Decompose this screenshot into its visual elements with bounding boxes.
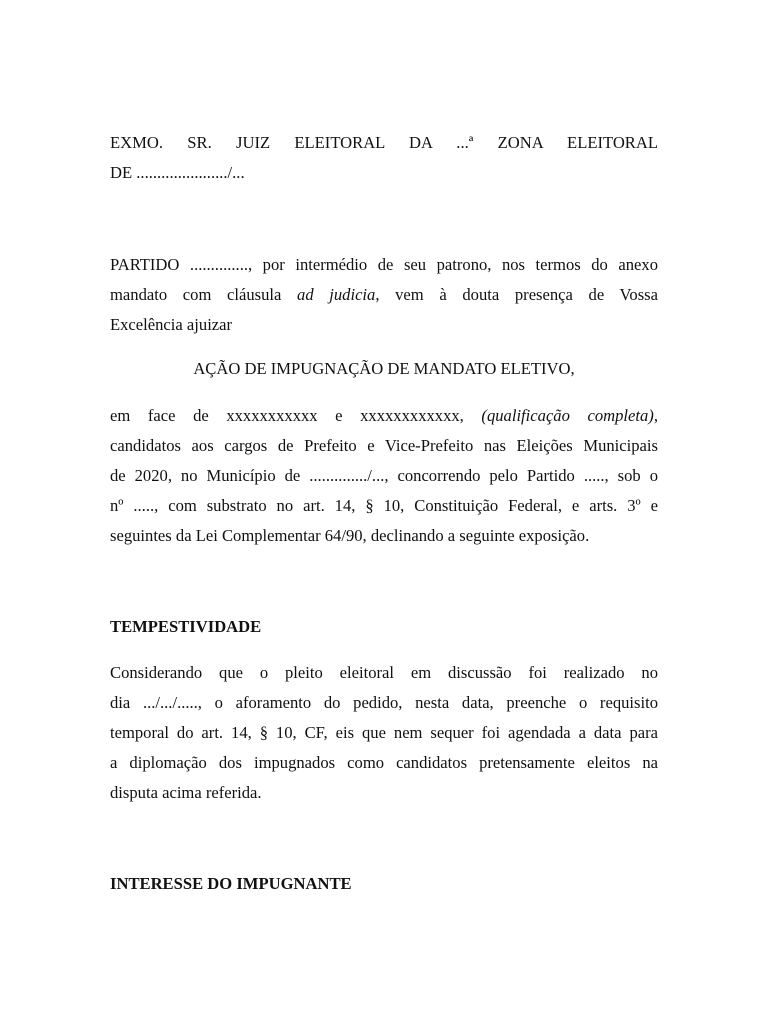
document-page [110, 0, 658, 1024]
tempestividade-line-1: Considerando que o pleito eleitoral em discussão foi realizado no [110, 663, 658, 682]
intro-line-2 [110, 280, 658, 310]
action-title-block [110, 354, 658, 384]
facts-line-1-text-a: em face de xxxxxxxxxxx e xxxxxxxxxxxx, [110, 406, 482, 425]
addressee-line-2: DE ....................../... [110, 163, 245, 182]
facts-line-3: de 2020, no Município de ............../..., concorrendo pelo Partido ....., sob o [110, 466, 658, 485]
tempestividade-line-3: temporal do art. 14, § 10, CF, eis que nem sequer foi agendada a data para [110, 723, 658, 742]
heading-interesse: INTERESSE DO IMPUGNANTE [110, 874, 352, 893]
facts-line-4: nº ....., com substrato no art. 14, § 10, Constituição Federal, e arts. 3º e [110, 496, 658, 515]
qualificacao-note: (qualificação completa) [481, 406, 654, 425]
facts-line-2: candidatos aos cargos de Prefeito e Vice-Prefeito nas Eleições Municipais [110, 436, 658, 455]
tempestividade-line-5: disputa acima referida. [110, 783, 262, 802]
facts-paragraph [110, 401, 658, 551]
heading-interesse-block [110, 869, 658, 899]
facts-line-1-text-b: , [653, 406, 658, 425]
intro-line-1: PARTIDO .............., por intermédio de seu patrono, nos termos do anexo [110, 255, 658, 274]
addressee-line-1: EXMO. SR. JUIZ ELEITORAL DA ...ª ZONA ELEITORAL [110, 133, 658, 152]
tempestividade-line-4: a diplomação dos impugnados como candidatos pretensamente eleitos na [110, 753, 658, 772]
ad-judicia-term: ad judicia [297, 285, 376, 304]
facts-line-1 [110, 401, 658, 431]
intro-line-2-text-b: , vem à douta presença de Vossa [375, 285, 658, 304]
addressee-block [110, 128, 658, 188]
tempestividade-line-2: dia .../.../....., o aforamento do pedido, nesta data, preenche o requisito [110, 693, 658, 712]
action-title: AÇÃO DE IMPUGNAÇÃO DE MANDATO ELETIVO, [193, 359, 575, 378]
intro-line-3: Excelência ajuizar [110, 315, 233, 334]
tempestividade-paragraph [110, 658, 658, 808]
heading-tempestividade-block [110, 612, 658, 642]
heading-tempestividade: TEMPESTIVIDADE [110, 617, 262, 636]
intro-line-2-text-a: mandato com cláusula [110, 285, 298, 304]
facts-line-5: seguintes da Lei Complementar 64/90, declinando a seguinte exposição. [110, 526, 590, 545]
intro-paragraph [110, 250, 658, 340]
